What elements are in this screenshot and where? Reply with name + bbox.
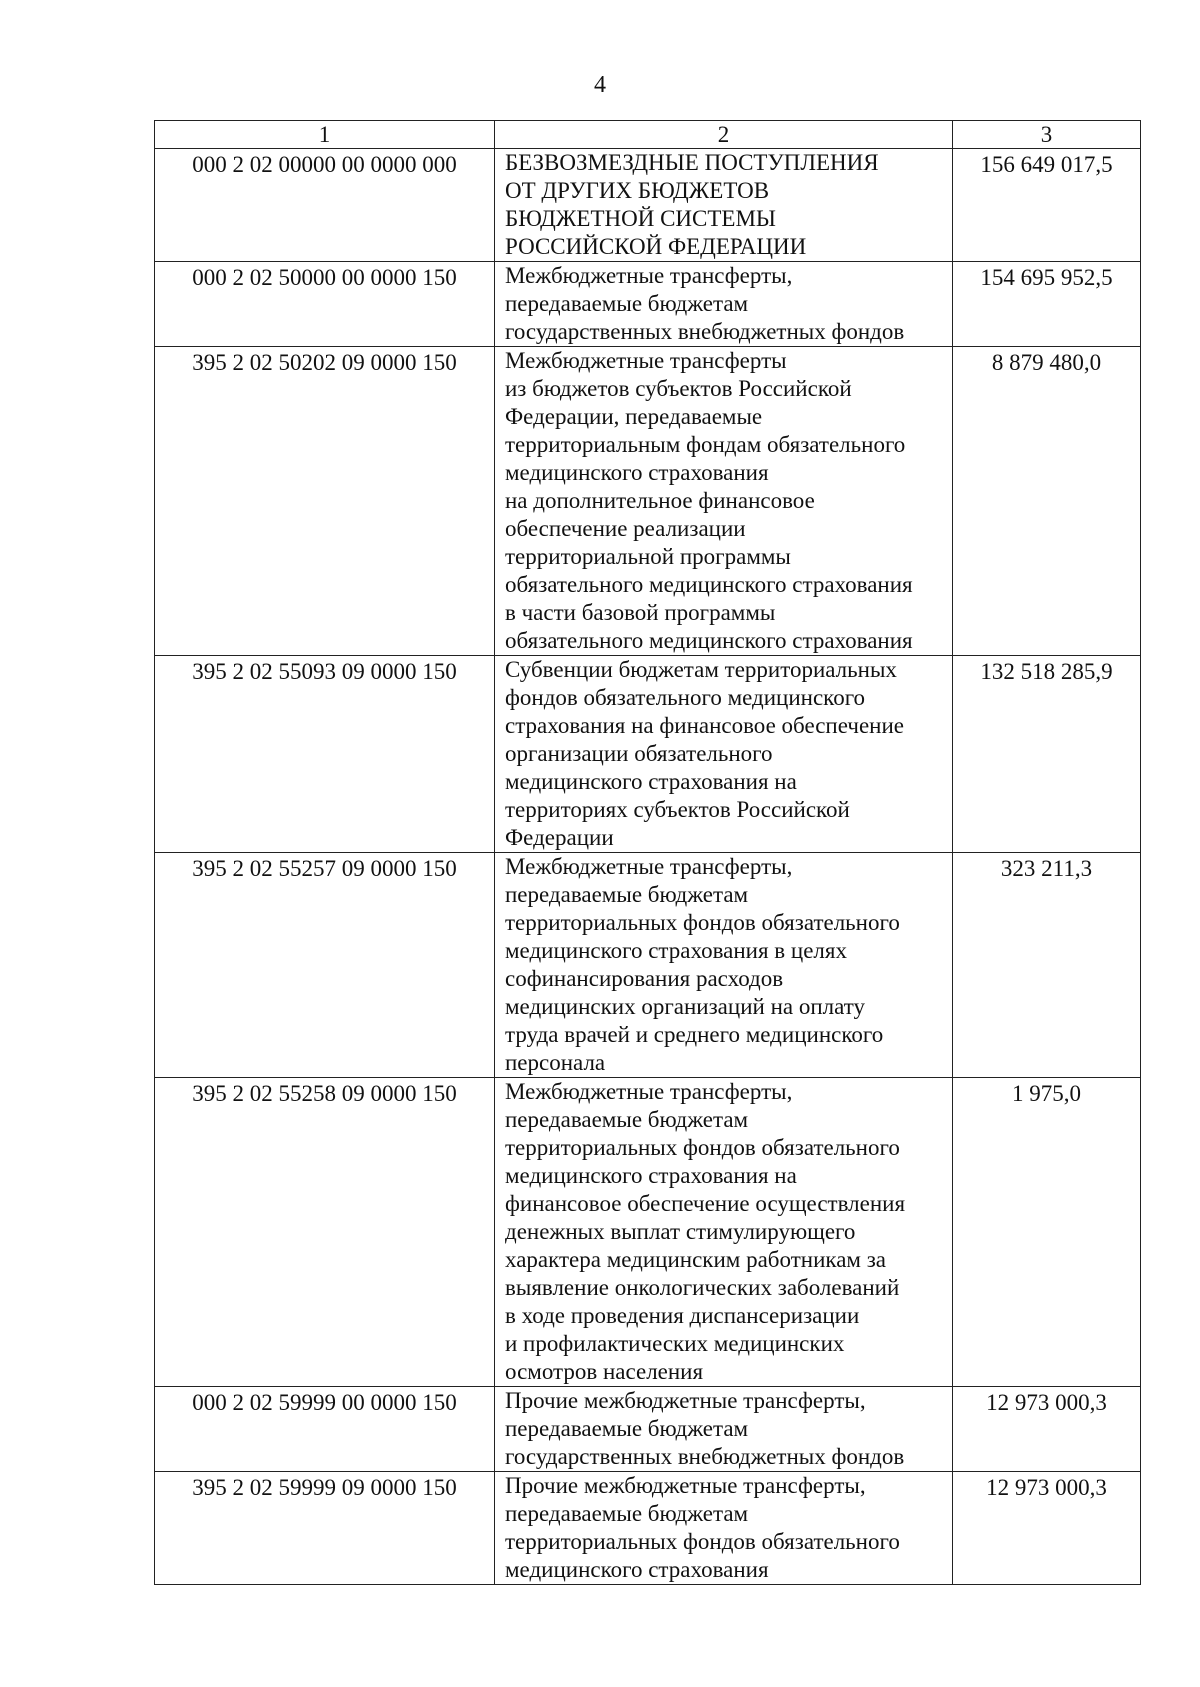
row-code: 000 2 02 50000 00 0000 150 [155, 262, 495, 347]
row-name: Прочие межбюджетные трансферты, передаваемые бюджетам государственных внебюджетных фондов [495, 1387, 953, 1472]
table-row [155, 1387, 1141, 1472]
row-code: 395 2 02 50202 09 0000 150 [155, 347, 495, 656]
row-name: Прочие межбюджетные трансферты, передаваемые бюджетам территориальных фондов обязательного медицинского страхования [495, 1472, 953, 1585]
table-row [155, 853, 1141, 1078]
row-code: 000 2 02 00000 00 0000 000 [155, 149, 495, 262]
row-amount: 154 695 952,5 [953, 262, 1141, 347]
row-code: 395 2 02 55093 09 0000 150 [155, 656, 495, 853]
row-amount: 323 211,3 [953, 853, 1141, 1078]
row-amount: 12 973 000,3 [953, 1472, 1141, 1585]
row-name: Межбюджетные трансферты, передаваемые бюджетам государственных внебюджетных фондов [495, 262, 953, 347]
row-amount: 12 973 000,3 [953, 1387, 1141, 1472]
table-row [155, 656, 1141, 853]
row-name: Межбюджетные трансферты из бюджетов субъектов Российской Федерации, передаваемые территориальным фондам обязательного медицинского страхования на дополнительное финансовое обеспечение реализации территориальной программы обязательного медицинского страхования в части базовой программы обязательного медицинского страхования [495, 347, 953, 656]
page-number: 4 [594, 72, 606, 98]
row-name: Межбюджетные трансферты, передаваемые бюджетам территориальных фондов обязательного медицинского страхования на финансовое обеспечение осуществления денежных выплат стимулирующего характера медицинским работникам за выявление онкологических заболеваний в ходе проведения диспансеризации и профилактических медицинских осмотров населения [495, 1078, 953, 1387]
row-code: 395 2 02 59999 09 0000 150 [155, 1472, 495, 1585]
row-amount: 1 975,0 [953, 1078, 1141, 1387]
row-code: 395 2 02 55258 09 0000 150 [155, 1078, 495, 1387]
row-name: БЕЗВОЗМЕЗДНЫЕ ПОСТУПЛЕНИЯ ОТ ДРУГИХ БЮДЖЕТОВ БЮДЖЕТНОЙ СИСТЕМЫ РОССИЙСКОЙ ФЕДЕРАЦИИ [495, 149, 953, 262]
row-amount: 8 879 480,0 [953, 347, 1141, 656]
budget-revenue-table [154, 120, 1141, 1585]
row-name: Субвенции бюджетам территориальных фондов обязательного медицинского страхования на финансовое обеспечение организации обязательного медицинского страхования на территориях субъектов Российской Федерации [495, 656, 953, 853]
row-amount: 156 649 017,5 [953, 149, 1141, 262]
column-header-name: 2 [495, 121, 953, 149]
column-header-amount: 3 [953, 121, 1141, 149]
table-row [155, 149, 1141, 262]
column-header-code: 1 [155, 121, 495, 149]
row-code: 395 2 02 55257 09 0000 150 [155, 853, 495, 1078]
table-header-row [155, 121, 1141, 149]
row-code: 000 2 02 59999 00 0000 150 [155, 1387, 495, 1472]
table-row [155, 1078, 1141, 1387]
table-row [155, 1472, 1141, 1585]
table-row [155, 262, 1141, 347]
table-row [155, 347, 1141, 656]
row-name: Межбюджетные трансферты, передаваемые бюджетам территориальных фондов обязательного медицинского страхования в целях софинансирования расходов медицинских организаций на оплату труда врачей и среднего медицинского персонала [495, 853, 953, 1078]
row-amount: 132 518 285,9 [953, 656, 1141, 853]
